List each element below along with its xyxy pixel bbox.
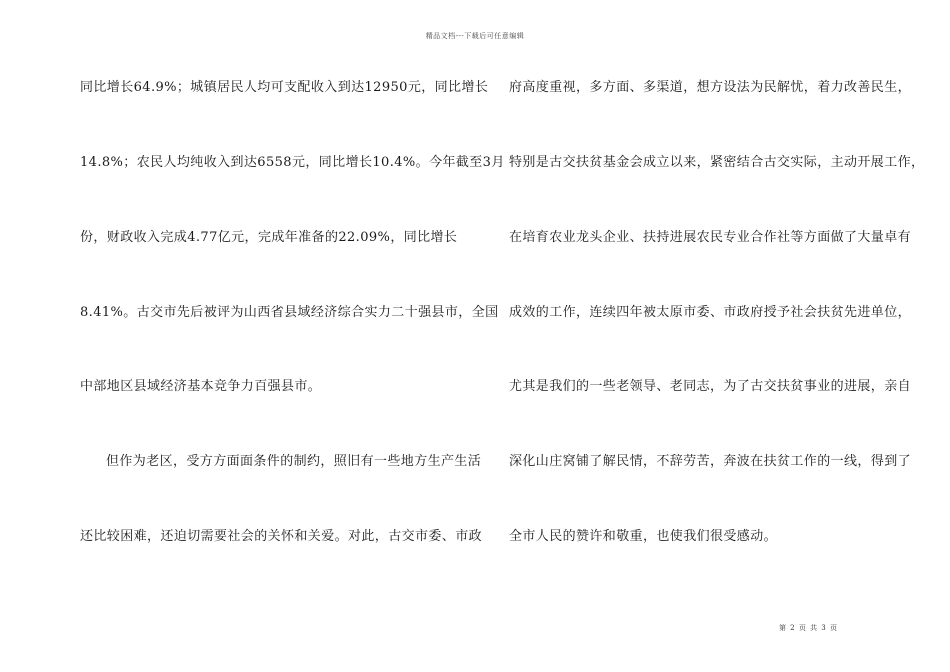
text-line: 尤其是我们的一些老领导、老同志，为了古交扶贫事业的进展，亲自 (509, 379, 912, 394)
text-line: 府高度重视，多方面、多渠道，想方设法为民解忧，着力改善民生， (509, 80, 912, 95)
text-line: 深化山庄窝铺了解民情，不辞劳苦，奔波在扶贫工作的一线，得到了 (509, 454, 912, 469)
paragraph-start-line: 但作为老区，受方方面面条件的制约，照旧有一些地方生产生活 (106, 454, 482, 469)
text-line: 14.8%；农民人均纯收入到达6558元，同比增长10.4%。今年截至3月 (80, 155, 505, 170)
text-line: 在培育农业龙头企业、扶持进展农民专业合作社等方面做了大量卓有 (509, 230, 912, 245)
text-line: 8.41%。古交市先后被评为山西省县域经济综合实力二十强县市，全国 (80, 305, 499, 320)
text-line: 还比较困难，还迫切需要社会的关怀和关爱。对此，古交市委、市政 (80, 529, 483, 544)
text-line: 成效的工作，连续四年被太原市委、市政府授予社会扶贫先进单位， (509, 305, 912, 320)
text-line: 全市人民的赞许和敬重，也使我们很受感动。 (509, 529, 778, 544)
text-line: 同比增长64.9%；城镇居民人均可支配收入到达12950元，同比增长 (80, 80, 489, 95)
page-header: 精品文档---下载后可任意编辑 (425, 32, 525, 40)
text-line: 份，财政收入完成4.77亿元，完成年准备的22.09%，同比增长 (80, 230, 458, 245)
text-line: 特别是古交扶贫基金会成立以来，紧密结合古交实际，主动开展工作， (509, 155, 925, 170)
page-number: 第 2 页 共 3 页 (778, 624, 838, 632)
text-line: 中部地区县域经济基本竞争力百强县市。 (80, 379, 322, 394)
